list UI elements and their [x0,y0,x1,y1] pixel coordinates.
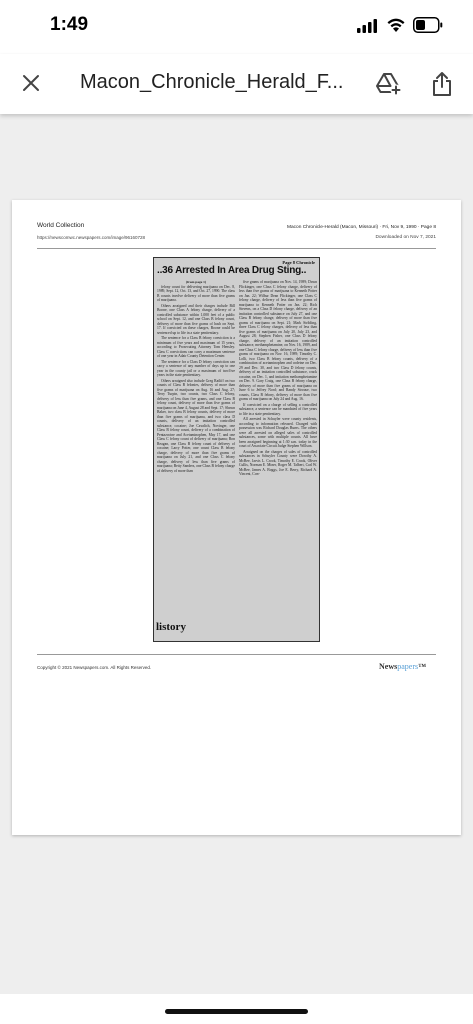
newspapers-logo [379,662,426,671]
article-paragraph: Arraigned on the charges of sales of controlled substances in Schuyler County were Dorothy A. McBee, Jarvis L. Crook, Timothy E. Crook, Oliver Cullis, Norman E. Miner, Roger M. Talbert, Carl W. McBee, James A. Boggs, Joe E. Berry, Richard A. Vincent, Con- [239,449,317,476]
article-column-right [239,280,317,637]
clipping-footer-text: listory [156,621,186,633]
document-viewer[interactable] [0,114,473,994]
article-column-left [157,280,235,610]
cellular-signal-icon [357,19,377,33]
close-icon [22,74,40,92]
article-paragraph: felony count for delivering marijuana on Dec. 8, 1989, Sept. 12, Oct. 13, and Oct. 27, 1990. The class B counts involve delivery of more than five grams of marijuana. [157,284,235,302]
wifi-icon [386,17,406,33]
article-paragraph: Others arraigned and their charges include Bill Boone, one Class A felony charge, delivery of a controlled substance within 1,000 feet of a public school on Sept. 12, and one Class B felony count, delivery of more than five grams of hash on Sept. 17. If convicted on these charges, Boone could be sentenced up to life in a state penitentiary. [157,303,235,335]
source-url: https://newscomwc.newspapers.com/image/96160728 [37,235,146,240]
app-toolbar [0,54,473,114]
article-paragraph: All arrested in Schuyler were county residents, according to information released. Charged with possession was Richard Douglas Burns. The others were all arrested on alleged sales of controlled substances, some with multiple counts. All have been arraigned beginning at 1:30 a.m. today in the court of Associate Circuit Judge Stephen Willson. [239,417,317,448]
article-paragraph: five grams of marijuana on Nov. 14, 1989; Dawn Flickinger, one Class C felony charge, delivery of less than five grams of marijuana to Kenneth Potter on Jan. 22; Wilbur Dean Flickinger, one Class C felony charge, delivery of less than five grams of marijuana to Kenneth Potter on Jan. 22; Rich Stevens, on a Class D felony charge, delivery of an imitation controlled substance on July 27, and one Class B felony charge, delivery of more than five grams of marijuana on Sept. 21; Mark Stribling, three Class C felony charges, delivery of less than five grams of marijuana on July 20, July 23, and August 28; Stephen Fisher, one Class D felony charge, delivery of an imitation controlled substance, methamphetamine, on Nov. 16, 1989, and one Class C felony charge, delivery of less than five grams of marijuana on Nov. 16, 1989; Timothy C. Lolli, two Class B felony counts, delivery of a combination of acetaminophen and codeine on Dec. 29 and Dec. 30, and two Class D felony counts, delivery of an imitation controlled substance, crack cocaine, on Dec. 1, and imitation methamphetamine on Dec. 9. Gary Craig, one Class B felony charge, delivery of more than five grams of marijuana on June 6 to Jeffrey Nord; and Randy Strouse, two counts, Class B felony, delivery of more than five grams of marijuana on July 24 and Aug. 16. [239,280,317,401]
publication-info: Macon Chronicle-Herald (Macon, Missouri) · Fri, Nov 9, 1990 · Page 8 [286,225,436,230]
share-button[interactable] [426,68,458,100]
home-indicator[interactable] [165,1009,308,1014]
from-page-note: (from page 1) [185,280,207,284]
copyright-notice: Copyright © 2021 Newspapers.com. All Rights Reserved. [37,665,152,670]
article-paragraph: If convicted on a charge of selling a controlled substance, a sentence can be mandated of five years to life in a state penitentiary. [239,402,317,416]
collection-label: World Collection [37,222,85,229]
add-to-drive-button[interactable] [373,68,405,100]
clipping-headline: ..36 Arrested In Area Drug Sting.. [157,265,307,276]
article-paragraph: The sentence for a Class B felony conviction is a minimum of five years and maximum of 15 years, according to Prosecuting Attorney Tom Hensley. Class C convictions can carry a maximum sentence of one year in Adair County Detention Center. [157,336,235,358]
battery-icon [413,17,443,33]
share-icon [431,71,453,97]
header-divider [37,248,436,249]
document-page [12,200,461,835]
status-bar [0,0,473,54]
article-paragraph: Others arraigned also include Greg Ratliff on two counts of Class B felonies, delivery of more than five grams of marijuana on Aug. 16 and Aug. 27; Terry Turpin, two counts, two Class C felony, delivery of less than five grams, and one Class B felony count, delivery of more than five grams of marijuana on June 4, August 28 and Sept. 17; Shawn Baker, two class B felony counts, delivery of more than five grams of marijuana, and two class D counts, delivery of an imitation controlled substance, cocaine; Joe Cavalich, Novinger, one Class B felony count, delivery of a combination of Pentazocine and Acetaminophen, May 17, and one Class C felony count of delivery of marijuana; Ron Reagan, one Class B felony count of delivery of cocaine; Larry Potter, one count Class B felony charge, delivery of more than five grams of marijuana on July 21, and one Class C felony charge, delivery of less than five grams of marijuana; Betty Sanders, one Class B felony charge of delivery of more than [157,378,235,473]
newspaper-clipping [153,257,320,642]
logo-accent: papers [397,662,419,671]
footer-divider [37,654,436,655]
article-paragraph: The sentence for a Class D felony conviction can carry a sentence of any number of days up to one year in the county jail or a maximum of two/five years in the state penitentiary. [157,359,235,377]
document-title: Macon_Chronicle_Herald_F... [80,71,344,93]
close-button[interactable] [16,68,46,98]
clipping-page-label: Page 8 Chronicle [282,260,315,265]
download-date: Downloaded on Nov 7, 2021 [375,235,436,240]
logo-brand: News [379,662,398,671]
clock-time: 1:49 [50,14,89,35]
logo-suffix: ™ [418,662,427,671]
add-to-drive-icon [375,71,403,97]
